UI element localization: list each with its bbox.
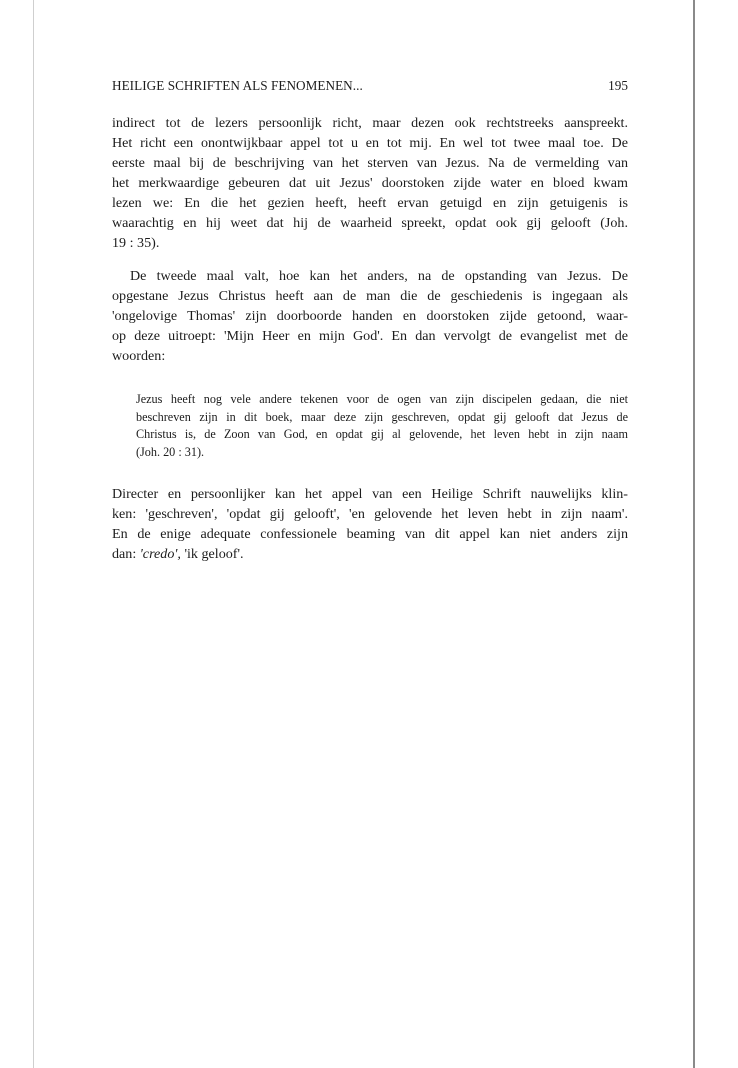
paragraph-2 (112, 266, 628, 366)
text-line: Het richt een onontwijkbaar appel tot u en tot mij. En wel tot twee maal toe. De (112, 135, 628, 151)
quote-line: Jezus heeft nog vele andere tekenen voor de ogen van zijn discipelen gedaan, die niet (136, 392, 628, 406)
text-line: lezen we: En die het gezien heeft, heeft ervan getuigd en zijn getuigenis is (112, 195, 628, 211)
text-line: En de enige adequate confessionele beaming van dit appel kan niet anders zijn (112, 526, 628, 542)
text-line: opgestane Jezus Christus heeft aan de man die de geschiedenis is ingegaan als (112, 288, 628, 304)
scan-edge-left (33, 0, 34, 1068)
block-quote (136, 391, 628, 461)
last-line-suffix: 'ik geloof'. (180, 546, 244, 562)
text-line-last (112, 544, 628, 564)
text-line: Directer en persoonlijker kan het appel van een Heilige Schrift nauwelijks klin- (112, 486, 628, 502)
last-line-prefix: dan: (112, 546, 140, 562)
quote-line: Christus is, de Zoon van God, en opdat gij al gelovende, het leven hebt in zijn naam (136, 427, 628, 441)
text-line: 'ongelovige Thomas' zijn doorboorde handen en doorstoken zijde getoond, waar- (112, 308, 628, 324)
text-line: het merkwaardige gebeuren dat uit Jezus' doorstoken zijde water en bloed kwam (112, 175, 628, 191)
running-head-title: HEILIGE SCHRIFTEN ALS FENOMENEN... (112, 78, 363, 93)
paragraph-1 (112, 113, 628, 253)
scan-edge-right (693, 0, 695, 1068)
credo-italic: 'credo', (139, 546, 181, 562)
text-line: 19 : 35). (112, 235, 160, 251)
text-line: op deze uitroept: 'Mijn Heer en mijn God'. En dan vervolgt de evangelist met de (112, 328, 628, 344)
text-line: waarachtig en hij weet dat hij de waarheid spreekt, opdat ook gij gelooft (Joh. (112, 215, 628, 231)
paragraph-3 (112, 484, 628, 564)
text-line: ken: 'geschreven', 'opdat gij gelooft', 'en gelovende het leven hebt in zijn naam'. (112, 506, 628, 522)
text-line: woorden: (112, 348, 166, 364)
text-line: indirect tot de lezers persoonlijk richt, maar dezen ook rechtstreeks aanspreekt. (112, 115, 628, 131)
page-number: 195 (608, 78, 628, 93)
quote-line: beschreven zijn in dit boek, maar deze zijn geschreven, opdat gij gelooft dat Jezus de (136, 409, 628, 424)
text-line: De tweede maal valt, hoe kan het anders, na de opstanding van Jezus. De (130, 268, 628, 284)
text-line: eerste maal bij de beschrijving van het sterven van Jezus. Na de vermelding van (112, 155, 628, 171)
quote-line: (Joh. 20 : 31). (136, 444, 205, 459)
